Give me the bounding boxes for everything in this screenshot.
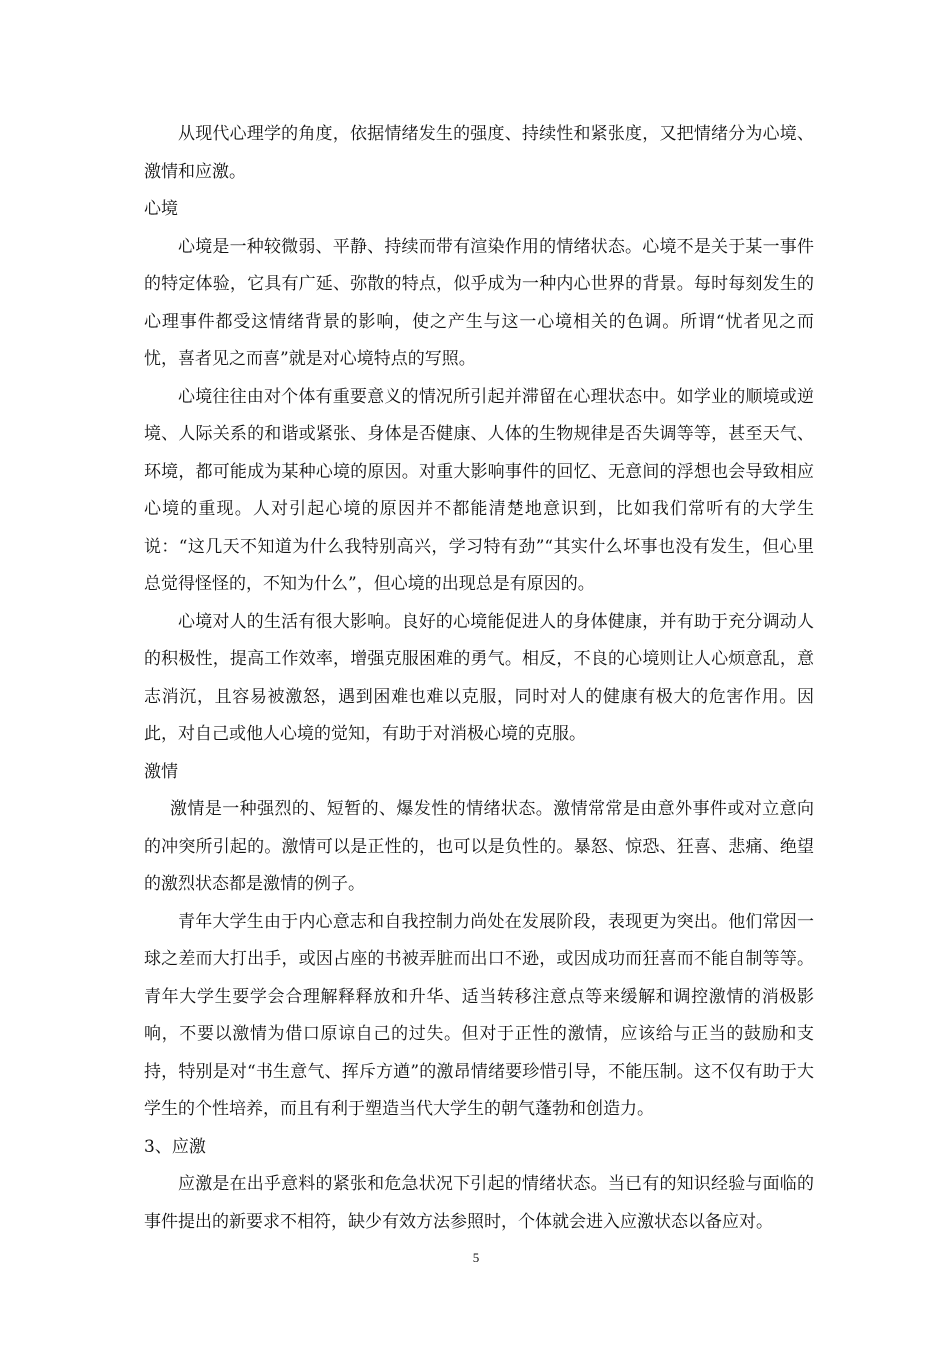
passion-paragraph-2: 青年大学生由于内心意志和自我控制力尚处在发展阶段，表现更为突出。他们常因一球之差而大打出手，或因占座的书被弄脏而出口不逊，或因成功而狂喜而不能自制等等。青年大学生要学会合理解释释放和升华、适当转移注意点等来缓解和调控激情的消极影响，不要以激情为借口原谅自己的过失。但对于正性的激情，应该给与正当的鼓励和支持，特别是对“书生意气、挥斥方遒”的激昂情绪要珍惜引导，不能压制。这不仅有助于大学生的个性培养，而且有利于塑造当代大学生的朝气蓬勃和创造力。 [144,911,814,1119]
stress-heading: 3、应激 [144,1136,206,1157]
mood-heading: 心境 [144,199,178,219]
mood-paragraph-1: 心境是一种较微弱、平静、持续而带有渲染作用的情绪状态。心境不是关于某一事件的特定体验，它具有广延、弥散的特点，似乎成为一种内心世界的背景。每时每刻发生的心理事件都受这情绪背景的影响，使之产生与这一心境相关的色调。所谓“忧者见之而忧，喜者见之而喜”就是对心境特点的写照。 [144,236,814,369]
passion-paragraph-1: 激情是一种强烈的、短暂的、爆发性的情绪状态。激情常常是由意外事件或对立意向的冲突所引起的。激情可以是正性的，也可以是负性的。暴怒、惊恐、狂喜、悲痛、绝望的激烈状态都是激情的例子。 [144,799,814,894]
page-number: 5 [472,1250,480,1265]
document-body [144,116,814,1241]
passion-heading: 激情 [144,761,178,782]
mood-paragraph-3: 心境对人的生活有很大影响。良好的心境能促进人的身体健康，并有助于充分调动人的积极性，提高工作效率，增强克服困难的勇气。相反，不良的心境则让人心烦意乱，意志消沉，且容易被激怒，遇到困难也难以克服，同时对人的健康有极大的危害作用。因此，对自己或他人心境的觉知，有助于对消极心境的克服。 [144,611,814,744]
stress-paragraph-1: 应激是在出乎意料的紧张和危急状况下引起的情绪状态。当已有的知识经验与面临的事件提出的新要求不相符，缺少有效方法参照时，个体就会进入应激状态以备应对。 [144,1174,814,1232]
mood-paragraph-2: 心境往往由对个体有重要意义的情况所引起并滞留在心理状态中。如学业的顺境或逆境、人际关系的和谐或紧张、身体是否健康、人体的生物规律是否失调等等，甚至天气、环境，都可能成为某种心境的原因。对重大影响事件的回忆、无意间的浮想也会导致相应心境的重现。人对引起心境的原因并不都能清楚地意识到，比如我们常听有的大学生说：“这几天不知道为什么我特别高兴，学习特有劲”“其实什么坏事也没有发生，但心里总觉得怪怪的，不知为什么”，但心境的出现总是有原因的。 [144,386,814,594]
intro-paragraph: 从现代心理学的角度，依据情绪发生的强度、持续性和紧张度，又把情绪分为心境、激情和应激。 [144,124,814,182]
